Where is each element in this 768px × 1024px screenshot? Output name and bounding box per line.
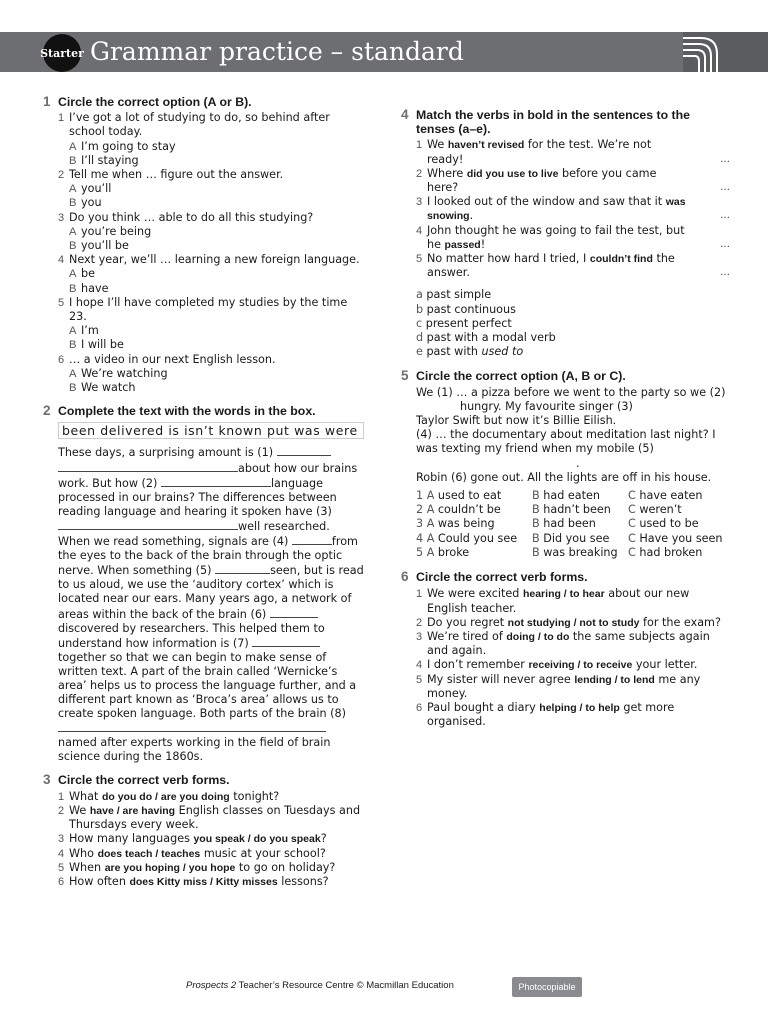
ex2-text: These days, a surprising amount is (1) about how our brains work. But how (2) language processed in our brains? The differences between reading language and hearing it spoken have (3) well researched. When we read something, signals are (4) from the eyes to the back of the brain through the optic nerve. When something (5) seen, but is read to us aloud, we use the ‘auditory cortex’ which is located near our ears. Many years ago, a network of areas within the back of the brain (6) discovered by researchers. This helped them to understand how information is (7) together so that we can begin to make sense of written text. A part of the brain called ‘Wernicke’s area’ helps us to process the language further, and a different part known as ‘Broca’s area’ allows us to create spoken language. Both parts of the brain (8) named after experts working in the field of brain science during the 1860s.	[58, 446, 364, 764]
gap-1-cont[interactable]	[58, 461, 238, 472]
option-a[interactable]: A you’ll	[69, 182, 112, 196]
option-a[interactable]: A you’re being	[69, 224, 152, 238]
tense-e: e past with used to	[416, 345, 524, 359]
left-column	[43, 94, 364, 889]
option-c[interactable]: weren’t	[639, 503, 682, 517]
gap-5[interactable]	[215, 563, 270, 574]
gap-2[interactable]	[161, 476, 271, 487]
gap-3[interactable]	[58, 519, 238, 530]
gap-4[interactable]	[292, 534, 332, 545]
option-b[interactable]: B you’ll be	[69, 239, 129, 253]
ex3-item: 5 When are you hoping / you hope to go on holiday?	[58, 860, 336, 874]
word-box: been delivered is isn’t known put was were	[58, 422, 364, 439]
option-c[interactable]: used to be	[639, 517, 699, 531]
table-row: 4 A Could you see B Did you see C Have you seen	[416, 531, 723, 545]
ex3-heading: 3 Circle the correct verb forms.	[43, 771, 230, 787]
footer-credit: Prospects 2 Teacher’s Resource Centre © Macmillan Education	[186, 980, 454, 991]
ex1-item: 5 I hope I’ll have completed my studies by the time 23.	[58, 295, 348, 324]
ex6-item: 2 Do you regret not studying / not to study for the exam?	[416, 615, 721, 629]
ex6-item: 4 I don’t remember receiving / to receive your letter.	[416, 658, 698, 672]
option-a[interactable]: A I’m going to stay	[69, 139, 176, 153]
tense-d: d past with a modal verb	[416, 331, 556, 345]
gap-1[interactable]	[277, 445, 331, 456]
option-a[interactable]: A be	[69, 267, 95, 281]
ex5-options-table	[416, 489, 728, 560]
option-b[interactable]: B have	[69, 281, 109, 295]
ex5-text: We (1) … a pizza before we went to the party so we (2) hungry. My favourite singer (3) Taylor Swift but now it’s Billie Eilish. (4) … the documentary about meditation last night? I was texting my friend when my mobile (5) . Robin (6) gone out. All the lights are off in his house.	[416, 385, 726, 484]
starter-badge: Starter	[43, 34, 81, 72]
option-b[interactable]: had been	[543, 517, 596, 531]
option-c[interactable]: Have you seen	[639, 531, 723, 545]
option-a[interactable]: A We’re watching	[69, 366, 168, 380]
ex1-item: 6 … a video in our next English lesson.	[58, 352, 276, 366]
option-a[interactable]: broke	[437, 545, 470, 559]
option-b[interactable]: B I’ll staying	[69, 153, 139, 167]
ex4-item: 4 John thought he was going to fail the test, but he passed! …	[416, 223, 730, 251]
ex4-item: 3 I looked out of the window and saw that it was snowing. …	[416, 195, 730, 223]
ex6-item: 5 My sister will never agree lending / to lend me any money.	[416, 672, 701, 700]
gap-8[interactable]	[58, 721, 326, 732]
tense-b: b past continuous	[416, 302, 516, 316]
option-a[interactable]: was being	[437, 517, 495, 531]
photocopiable-badge: Photocopiable	[512, 977, 582, 997]
ex1-item: 4 Next year, we’ll … learning a new foreign language.	[58, 253, 360, 267]
option-a[interactable]: Could you see	[437, 531, 518, 545]
table-row: 5 A broke B was breaking C had broken	[416, 545, 703, 559]
option-a[interactable]: couldn’t be	[437, 503, 501, 517]
tense-c: c present perfect	[416, 316, 512, 330]
tense-a: a past simple	[416, 288, 492, 302]
option-b[interactable]: B I will be	[69, 338, 124, 352]
option-b[interactable]: had eaten	[543, 489, 600, 503]
ex6-item: 6 Paul bought a diary helping / to help get more organised.	[416, 700, 675, 729]
gap-7[interactable]	[252, 636, 320, 647]
stripes-decoration	[683, 32, 768, 72]
ex6-item: 1 We were excited hearing / to hear about our new English teacher.	[416, 587, 690, 615]
option-b[interactable]: B We watch	[69, 381, 136, 395]
option-c[interactable]: have eaten	[639, 489, 703, 503]
ex1-item: 3 Do you think … able to do all this studying?	[58, 210, 314, 224]
ex4-heading: 4 Match the verbs in bold in the sentences to the tenses (a–e).	[401, 107, 690, 137]
option-c[interactable]: had broken	[639, 545, 703, 559]
ex3-item: 2 We have / are having English classes on Tuesdays and Thursdays every week.	[58, 803, 361, 832]
option-b[interactable]: B you	[69, 196, 102, 210]
table-row: 3 A was being B had been C used to be	[416, 517, 699, 531]
table-row: 2 A couldn’t be B hadn’t been C weren’t	[416, 503, 682, 517]
ex3-item: 4 Who does teach / teaches music at your school?	[58, 846, 326, 860]
option-b[interactable]: Did you see	[543, 531, 610, 545]
gap-6[interactable]	[270, 607, 318, 618]
option-b[interactable]: hadn’t been	[543, 503, 611, 517]
ex3-item: 3 How many languages you speak / do you speak?	[58, 832, 327, 846]
ex1-heading: 1 Circle the correct option (A or B).	[43, 94, 252, 109]
ex1-item: 2 Tell me when … figure out the answer.	[58, 168, 284, 182]
ex2-heading: 2 Complete the text with the words in the box.	[43, 403, 316, 419]
ex4-item: 5 No matter how hard I tried, I couldn’t find the answer. …	[416, 252, 730, 280]
ex3-item: 1 What do you do / are you doing tonight?	[58, 789, 280, 803]
option-a[interactable]: used to eat	[437, 489, 502, 503]
page-title: Grammar practice – standard	[90, 37, 464, 66]
table-row: 1 A used to eat B had eaten C have eaten	[416, 489, 703, 503]
ex5-heading: 5 Circle the correct option (A, B or C).	[401, 368, 626, 384]
ex1-item: 1 I’ve got a lot of studying to do, so behind after school today.	[58, 111, 330, 139]
option-a[interactable]: A I’m	[69, 324, 99, 338]
ex6-item: 3 We’re tired of doing / to do the same subjects again and again.	[416, 629, 710, 658]
ex6-heading: 6 Circle the correct verb forms.	[401, 569, 588, 585]
ex4-item: 2 Where did you use to live before you came here? …	[416, 166, 730, 195]
option-b[interactable]: was breaking	[543, 545, 618, 559]
ex4-item: 1 We haven’t revised for the test. We’re not ready! …	[416, 138, 730, 166]
ex3-item: 6 How often does Kitty miss / Kitty misses lessons?	[58, 874, 329, 888]
right-column	[401, 107, 730, 729]
